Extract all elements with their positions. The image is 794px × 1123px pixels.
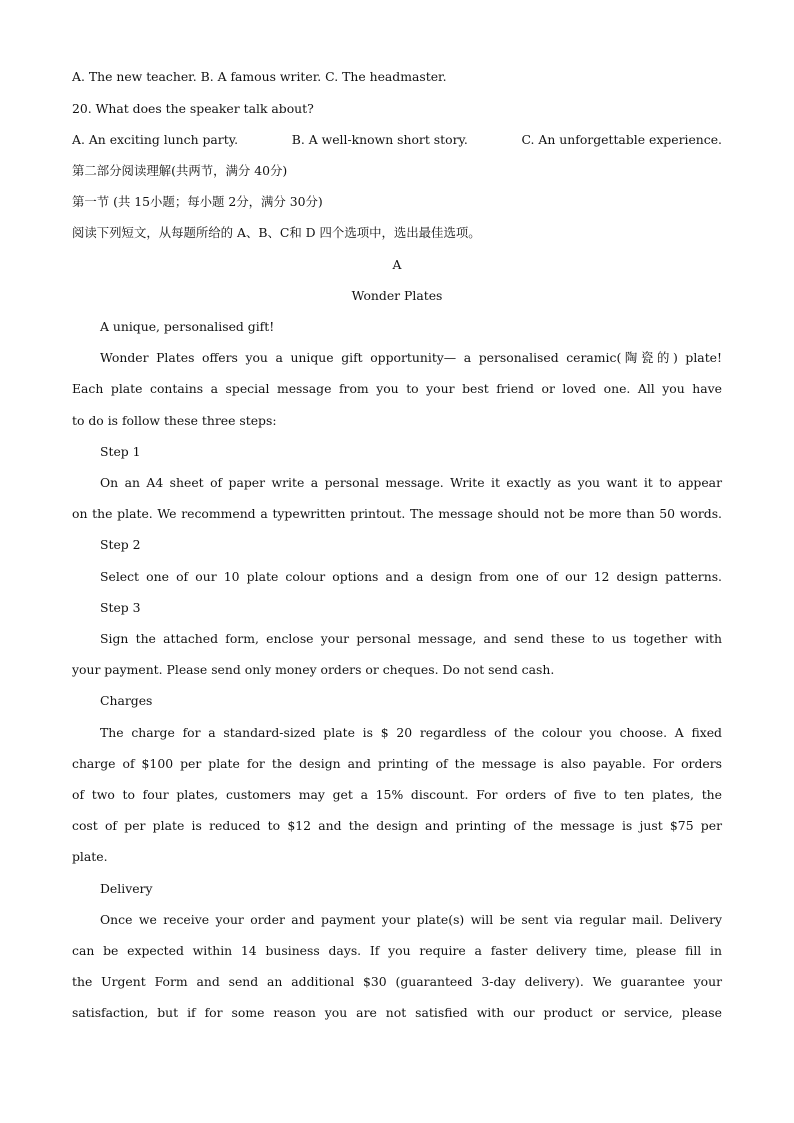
passage-line: plate.	[72, 849, 108, 864]
q20-options	[72, 132, 722, 148]
passage-line: Once we receive your order and payment your plate(s) will be sent via regular mail. Delivery	[100, 912, 722, 927]
passage-line: Wonder Plates offers you a unique gift opportunity— a personalised ceramic(陶瓷的) plate!	[100, 350, 722, 365]
passage-line: satisfaction, but if for some reason you are not satisfied with our product or service, please	[72, 1005, 722, 1020]
instruction: 阅读下列短文，从每题所给的 A、B、C和 D 四个选项中，选出最佳选项。	[72, 225, 481, 240]
passage-line: charge of $100 per plate for the design and printing of the message is also payable. For orders	[72, 756, 722, 771]
passage-line: The charge for a standard-sized plate is $ 20 regardless of the colour you choose. A fixed	[100, 725, 722, 740]
passage-title: Wonder Plates	[351, 288, 443, 303]
q20-option-a: A. An exciting lunch party.	[72, 132, 239, 147]
part-title: 第二部分阅读理解(共两节，满分 40分)	[72, 163, 288, 178]
passage-line: the Urgent Form and send an additional $30 (guaranteed 3-day delivery). We guarantee your	[72, 974, 722, 989]
passage-label: A	[392, 257, 402, 272]
passage-line: your payment. Please send only money orders or cheques. Do not send cash.	[72, 662, 555, 677]
passage-line: can be expected within 14 business days. If you require a faster delivery time, please fill in	[72, 943, 722, 958]
passage-line: Each plate contains a special message from you to your best friend or loved one. All you have	[72, 381, 722, 396]
passage-line: on the plate. We recommend a typewritten printout. The message should not be more than 50 words.	[72, 506, 722, 521]
step-2-heading: Step 2	[100, 537, 141, 552]
q20-option-b: B. A well-known short story.	[291, 132, 468, 147]
passage-line: A unique, personalised gift!	[100, 319, 275, 334]
step-1-heading: Step 1	[100, 444, 141, 459]
passage-line: Select one of our 10 plate colour options and a design from one of our 12 design patterns.	[100, 569, 722, 584]
q20-question: 20. What does the speaker talk about?	[72, 101, 314, 116]
section-subtitle: 第一节 (共 15小题；每小题 2分，满分 30分)	[72, 194, 323, 209]
passage-line: On an A4 sheet of paper write a personal message. Write it exactly as you want it to appear	[100, 475, 722, 490]
passage-line: Sign the attached form, enclose your personal message, and send these to us together with	[100, 631, 722, 646]
q20-option-c: C. An unforgettable experience.	[521, 132, 722, 147]
passage-line: of two to four plates, customers may get a 15% discount. For orders of five to ten plates, the	[72, 787, 722, 802]
passage-line: to do is follow these three steps:	[72, 413, 277, 428]
step-3-heading: Step 3	[100, 600, 141, 615]
q19-options: A. The new teacher. B. A famous writer. C. The headmaster.	[72, 69, 447, 84]
charges-heading: Charges	[100, 693, 153, 708]
delivery-heading: Delivery	[100, 881, 153, 896]
passage-line: cost of per plate is reduced to $12 and the design and printing of the message is just $75 per	[72, 818, 722, 833]
